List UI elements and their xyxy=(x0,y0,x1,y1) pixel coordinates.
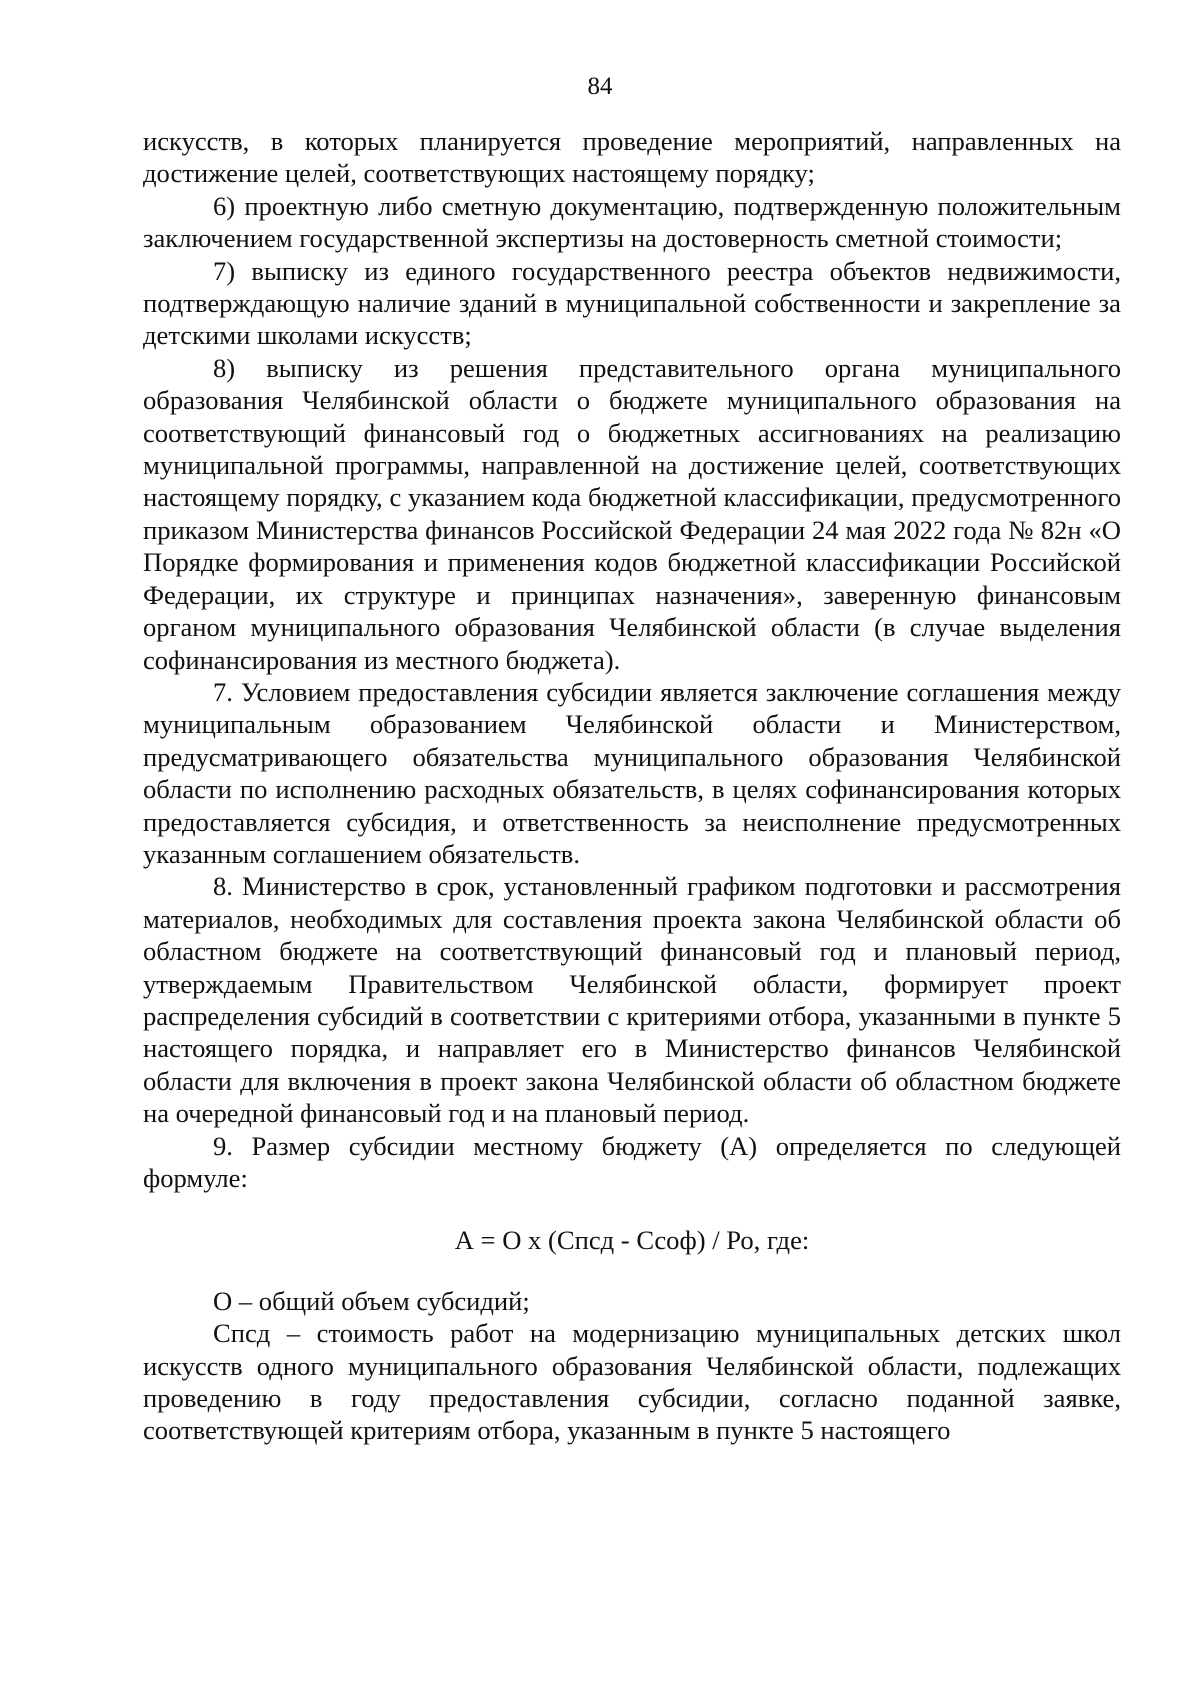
clause-8: 8. Министерство в срок, установленный графиком подготовки и рассмотрения материалов, необходимых для составления проекта закона Челябинской области об областном бюджете на соответствующий финансовый год и плановый период, утверждаемым Правительством Челябинской области, формирует проект распределения субсидий в соответствии с критериями отбора, указанными в пункте 5 настоящего порядка, и направляет его в Министерство финансов Челябинской области для включения в проект закона Челябинской области об областном бюджете на очередной финансовый год и на плановый период. xyxy=(143,871,1121,1129)
document-body xyxy=(143,125,1121,1447)
clause-9: 9. Размер субсидии местному бюджету (А) определяется по следующей формуле: xyxy=(143,1130,1121,1193)
definition-spsd: Спсд – стоимость работ на модернизацию муниципальных детских школ искусств одного муниципального образования Челябинской области, подлежащих проведению в году предоставления субсидии, согласно поданной заявке, соответствующей критериям отбора, указанным в пункте 5 настоящего xyxy=(143,1318,1121,1446)
page-number: 84 xyxy=(587,73,613,100)
definition-o: О – общий объем субсидий; xyxy=(213,1285,530,1316)
list-item-7: 7) выписку из единого государственного реестра объектов недвижимости, подтверждающую наличие зданий в муниципальной собственности и закрепление за детскими школами искусств; xyxy=(143,255,1121,351)
clause-7: 7. Условием предоставления субсидии является заключение соглашения между муниципальным образованием Челябинской области и Министерством, предусматривающего обязательства муниципального образования Челябинской области по исполнению расходных обязательств, в целях софинансирования которых предоставляется субсидия, и ответственность за неисполнение предусмотренных указанным соглашением обязательств. xyxy=(143,676,1121,869)
formula: А = О х (Спсд - Ссоф) / Ро, где: xyxy=(454,1225,810,1256)
list-item-8: 8) выписку из решения представительного органа муниципального образования Челябинской области о бюджете муниципального образования на соответствующий финансовый год о бюджетных ассигнованиях на реализацию муниципальной программы, направленной на достижение целей, соответствующих настоящему порядку, с указанием кода бюджетной классификации, предусмотренного приказом Министерства финансов Российской Федерации 24 мая 2022 года № 82н «О Порядке формирования и применения кодов бюджетной классификации Российской Федерации, их структуре и принципах назначения», заверенную финансовым органом муниципального образования Челябинской области (в случае выделения софинансирования из местного бюджета). xyxy=(143,352,1121,675)
paragraph-continuation: искусств, в которых планируется проведение мероприятий, направленных на достижение целей, соответствующих настоящему порядку; xyxy=(143,126,1121,189)
list-item-6: 6) проектную либо сметную документацию, подтвержденную положительным заключением государственной экспертизы на достоверность сметной стоимости; xyxy=(143,190,1121,254)
